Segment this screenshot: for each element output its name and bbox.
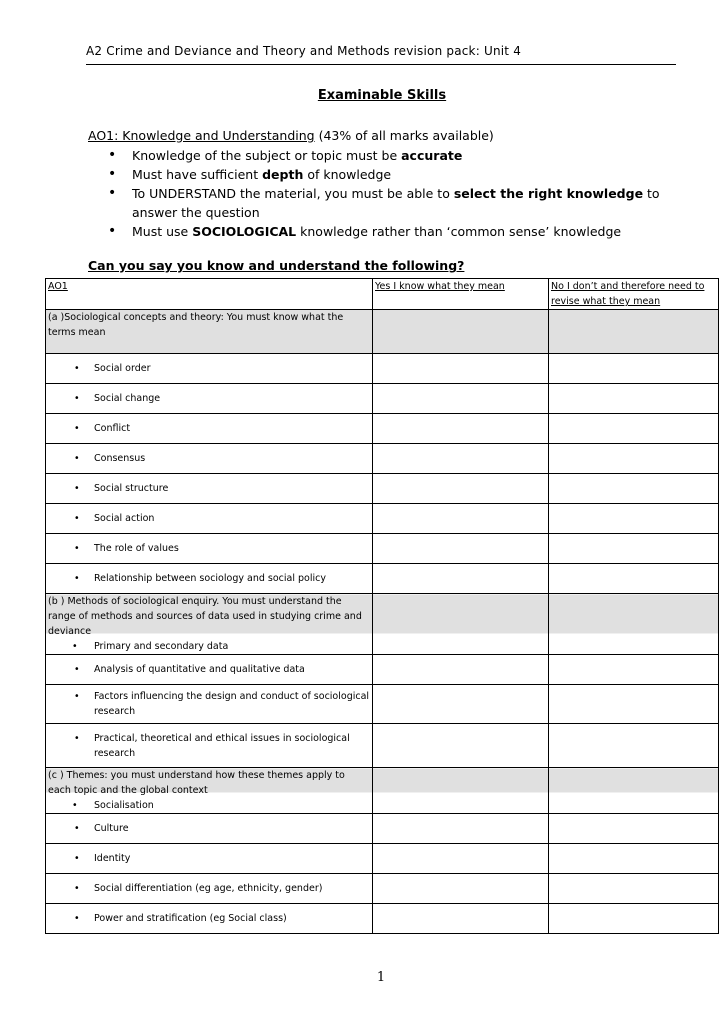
item-label: Analysis of quantitative and qualitative data: [94, 664, 305, 675]
item-label: Practical, theoretical and ethical issues in sociological research: [94, 732, 350, 759]
item-cell: [46, 844, 373, 874]
skill-text-end: of knowledge: [303, 167, 392, 182]
tick-cell[interactable]: [549, 768, 719, 814]
table-row: [46, 874, 719, 904]
tick-cell[interactable]: [549, 724, 719, 768]
tick-cell[interactable]: [549, 904, 719, 934]
tick-cell[interactable]: [549, 594, 719, 655]
table-row: [46, 384, 719, 414]
item-cell: [46, 354, 373, 384]
item-cell: [46, 904, 373, 934]
list-item: [48, 881, 370, 896]
bullet-icon: •: [74, 691, 80, 702]
bullet-icon: •: [74, 853, 80, 864]
revision-checklist-table: [45, 278, 719, 934]
page-number: 1: [376, 970, 386, 985]
section-title-cell: [46, 768, 373, 814]
bullet-icon: •: [108, 185, 117, 201]
skill-text: Must have sufficient: [132, 167, 263, 182]
bullet-icon: •: [74, 543, 80, 554]
tick-cell[interactable]: [373, 534, 549, 564]
tick-cell[interactable]: [373, 354, 549, 384]
ao1-heading-title: AO1: Knowledge and Understanding: [88, 128, 315, 143]
tick-cell[interactable]: [373, 655, 549, 685]
tick-cell[interactable]: [549, 534, 719, 564]
item-label: Power and stratification (eg Social class): [94, 913, 287, 924]
tick-cell[interactable]: [549, 814, 719, 844]
list-item: [48, 451, 370, 466]
list-item: [48, 571, 370, 586]
tick-cell[interactable]: [373, 474, 549, 504]
section-title: (c ) Themes: you must understand how these themes apply to each topic and the global context: [48, 770, 345, 796]
skill-emphasis: accurate: [401, 148, 463, 163]
bullet-icon: •: [74, 453, 80, 464]
list-item: [48, 911, 370, 926]
skill-emphasis: select the right knowledge: [453, 186, 644, 201]
table-row: [46, 814, 719, 844]
bullet-icon: •: [74, 664, 80, 675]
bullet-icon: •: [74, 423, 80, 434]
skill-text: To UNDERSTAND the material, you must be able to: [132, 186, 454, 201]
table-row: [46, 354, 719, 384]
item-cell: [46, 564, 373, 594]
item-cell: [46, 534, 373, 564]
list-item: [48, 541, 370, 556]
item-cell: [46, 724, 373, 768]
tick-cell[interactable]: [373, 724, 549, 768]
item-label: Factors influencing the design and conduct of sociological research: [94, 691, 370, 717]
tick-cell[interactable]: [373, 564, 549, 594]
page-title: [0, 88, 728, 103]
bullet-icon: •: [74, 883, 80, 894]
tick-cell[interactable]: [373, 504, 549, 534]
skill-item: [108, 165, 688, 184]
item-label: Socialisation: [94, 800, 154, 811]
tick-cell[interactable]: [549, 310, 719, 354]
item-cell: [46, 655, 373, 685]
list-item: [48, 639, 370, 654]
tick-cell[interactable]: [549, 685, 719, 724]
tick-cell[interactable]: [549, 655, 719, 685]
table-row: [46, 724, 719, 768]
skill-item: [108, 222, 688, 241]
tick-cell[interactable]: [549, 474, 719, 504]
bullet-icon: •: [74, 732, 80, 744]
question-heading: Can you say you know and understand the following?: [88, 258, 465, 273]
list-item: [48, 731, 370, 761]
section-title: (b ) Methods of sociological enquiry. You must understand the range of methods and sources of data used in studying crime and deviance: [48, 596, 362, 637]
list-item: [48, 511, 370, 526]
column-header-ao1: AO1: [46, 279, 373, 310]
tick-cell[interactable]: [549, 444, 719, 474]
table-row: [46, 655, 719, 685]
ao1-skill-list: [108, 146, 688, 241]
skill-emphasis: depth: [262, 167, 304, 182]
table-row: [46, 474, 719, 504]
table-row: [46, 414, 719, 444]
tick-cell[interactable]: [549, 844, 719, 874]
bullet-icon: •: [74, 513, 80, 524]
item-label: Relationship between sociology and social policy: [94, 573, 326, 584]
item-cell: [46, 685, 373, 724]
item-label: Social action: [94, 513, 155, 524]
list-item: [48, 391, 370, 406]
bullet-icon: •: [74, 823, 80, 834]
skill-emphasis: SOCIOLOGICAL: [192, 224, 297, 239]
item-cell: [46, 444, 373, 474]
item-label: Primary and secondary data: [94, 641, 229, 652]
table-row: [46, 534, 719, 564]
bullet-icon: •: [74, 913, 80, 924]
list-item: [48, 361, 370, 376]
list-item: [48, 689, 370, 719]
tick-cell[interactable]: [373, 874, 549, 904]
tick-cell[interactable]: [373, 594, 549, 655]
list-item: [48, 821, 370, 836]
bullet-icon: •: [74, 393, 80, 404]
tick-cell[interactable]: [549, 504, 719, 534]
header-rule: [86, 64, 676, 65]
table-row: [46, 564, 719, 594]
list-item: [48, 481, 370, 496]
tick-cell[interactable]: [373, 444, 549, 474]
tick-cell[interactable]: [373, 768, 549, 814]
section-row: [46, 310, 719, 354]
table-row: [46, 444, 719, 474]
table-row: [46, 685, 719, 724]
bullet-icon: •: [72, 641, 78, 652]
item-cell: [46, 384, 373, 414]
section-row: [46, 594, 719, 655]
section-title-cell: [46, 594, 373, 655]
section-row: [46, 768, 719, 814]
tick-cell[interactable]: [549, 564, 719, 594]
item-label: The role of values: [94, 543, 179, 554]
section-title-cell: [46, 310, 373, 354]
tick-cell[interactable]: [373, 844, 549, 874]
item-label: Social change: [94, 393, 161, 404]
ao1-heading-suffix: (43% of all marks available): [314, 128, 494, 143]
section-title: (a )Sociological concepts and theory: You must know what the terms mean: [48, 312, 344, 338]
skill-item: [108, 184, 688, 222]
list-item: [48, 798, 370, 813]
page-title-text: Examinable Skills: [317, 88, 447, 103]
list-item: [48, 851, 370, 866]
table-row: [46, 904, 719, 934]
tick-cell[interactable]: [549, 414, 719, 444]
tick-cell[interactable]: [373, 414, 549, 444]
tick-cell[interactable]: [549, 874, 719, 904]
tick-cell[interactable]: [549, 384, 719, 414]
item-cell: [46, 504, 373, 534]
ao1-heading: [88, 128, 494, 143]
bullet-icon: •: [74, 483, 80, 494]
item-label: Consensus: [94, 453, 146, 464]
table-header-row: [46, 279, 719, 310]
item-label: Social structure: [94, 483, 169, 494]
tick-cell[interactable]: [549, 354, 719, 384]
bullet-icon: •: [72, 800, 78, 811]
tick-cell[interactable]: [373, 310, 549, 354]
tick-cell[interactable]: [373, 384, 549, 414]
bullet-icon: •: [108, 223, 117, 239]
bullet-icon: •: [108, 147, 117, 163]
bullet-icon: •: [74, 573, 80, 584]
item-cell: [46, 874, 373, 904]
item-cell: [46, 474, 373, 504]
item-cell: [46, 414, 373, 444]
skill-text-end: to answer the question: [132, 186, 660, 220]
column-header-no: No I don’t and therefore need to revise what they mean: [549, 279, 719, 310]
tick-cell[interactable]: [373, 814, 549, 844]
item-cell: [46, 814, 373, 844]
column-header-yes: Yes I know what they mean: [373, 279, 549, 310]
list-item: [48, 421, 370, 436]
item-label: Identity: [94, 853, 131, 864]
bullet-icon: •: [108, 166, 117, 182]
skill-text: Must use: [132, 224, 193, 239]
bullet-icon: •: [74, 363, 80, 374]
document-header: A2 Crime and Deviance and Theory and Methods revision pack: Unit 4: [86, 44, 522, 58]
item-label: Social differentiation (eg age, ethnicity, gender): [94, 883, 323, 894]
item-label: Conflict: [94, 423, 131, 434]
skill-item: [108, 146, 688, 165]
table-row: [46, 844, 719, 874]
tick-cell[interactable]: [373, 685, 549, 724]
item-label: Culture: [94, 823, 129, 834]
item-label: Social order: [94, 363, 151, 374]
list-item: [48, 662, 370, 677]
table-row: [46, 504, 719, 534]
tick-cell[interactable]: [373, 904, 549, 934]
skill-text: Knowledge of the subject or topic must be: [132, 148, 402, 163]
skill-text-end: knowledge rather than ‘common sense’ knowledge: [296, 224, 622, 239]
